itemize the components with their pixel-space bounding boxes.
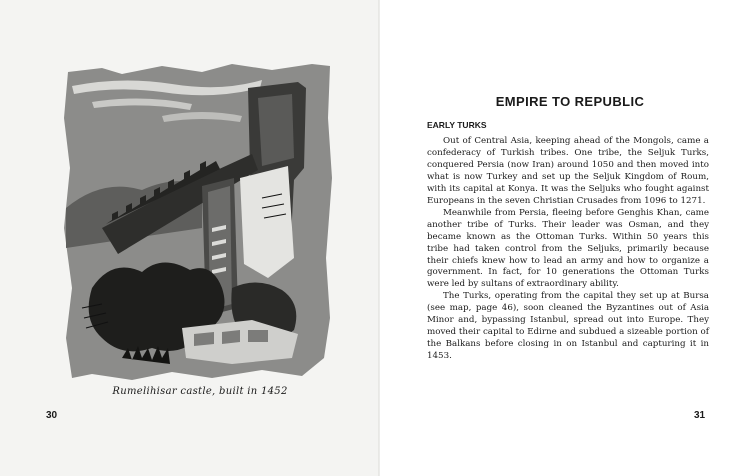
chapter-title: EMPIRE TO REPUBLIC bbox=[495, 94, 645, 109]
page-number-right: 31 bbox=[694, 410, 706, 421]
paragraph: Meanwhile from Persia, fleeing before Genghis Khan, came another tribe of Turks. Their leader was Osman, and they became known as the Ottoman Turks. Within 50 years this tribe had taken control from the Seljuks, primarily because their chiefs knew how to lead an army and how to organize a government. In fact, for 10 generations the Ottoman Turks were led by sultans of extraordinary ability. bbox=[427, 207, 709, 290]
castle-illustration bbox=[62, 58, 332, 388]
section-heading: EARLY TURKS bbox=[427, 120, 487, 130]
paragraph: Out of Central Asia, keeping ahead of the Mongols, came a confederacy of Turkish tribes. One tribe, the Seljuk Turks, conquered Persia (now Iran) around 1050 and then moved into what is now Turkey and set up the Seljuk Kingdom of Roum, with its capital at Konya. It was the Seljuks who fought against Europeans in the seven Christian Crusades from 1096 to 1271. bbox=[427, 136, 709, 206]
illustration-caption: Rumelihisar castle, built in 1452 bbox=[112, 386, 288, 397]
paragraph: The Turks, operating from the capital they set up at Bursa (see map, page 46), soon cleaned the Byzantines out of Asia Minor and, bypassing Istanbul, spread out into Europe. They moved their capital to Edirne and subdued a sizeable portion of the Balkans before closing in on Istanbul and capturing it in 1453. bbox=[427, 291, 709, 362]
body-text bbox=[427, 136, 709, 363]
page-number-left: 30 bbox=[46, 410, 58, 421]
